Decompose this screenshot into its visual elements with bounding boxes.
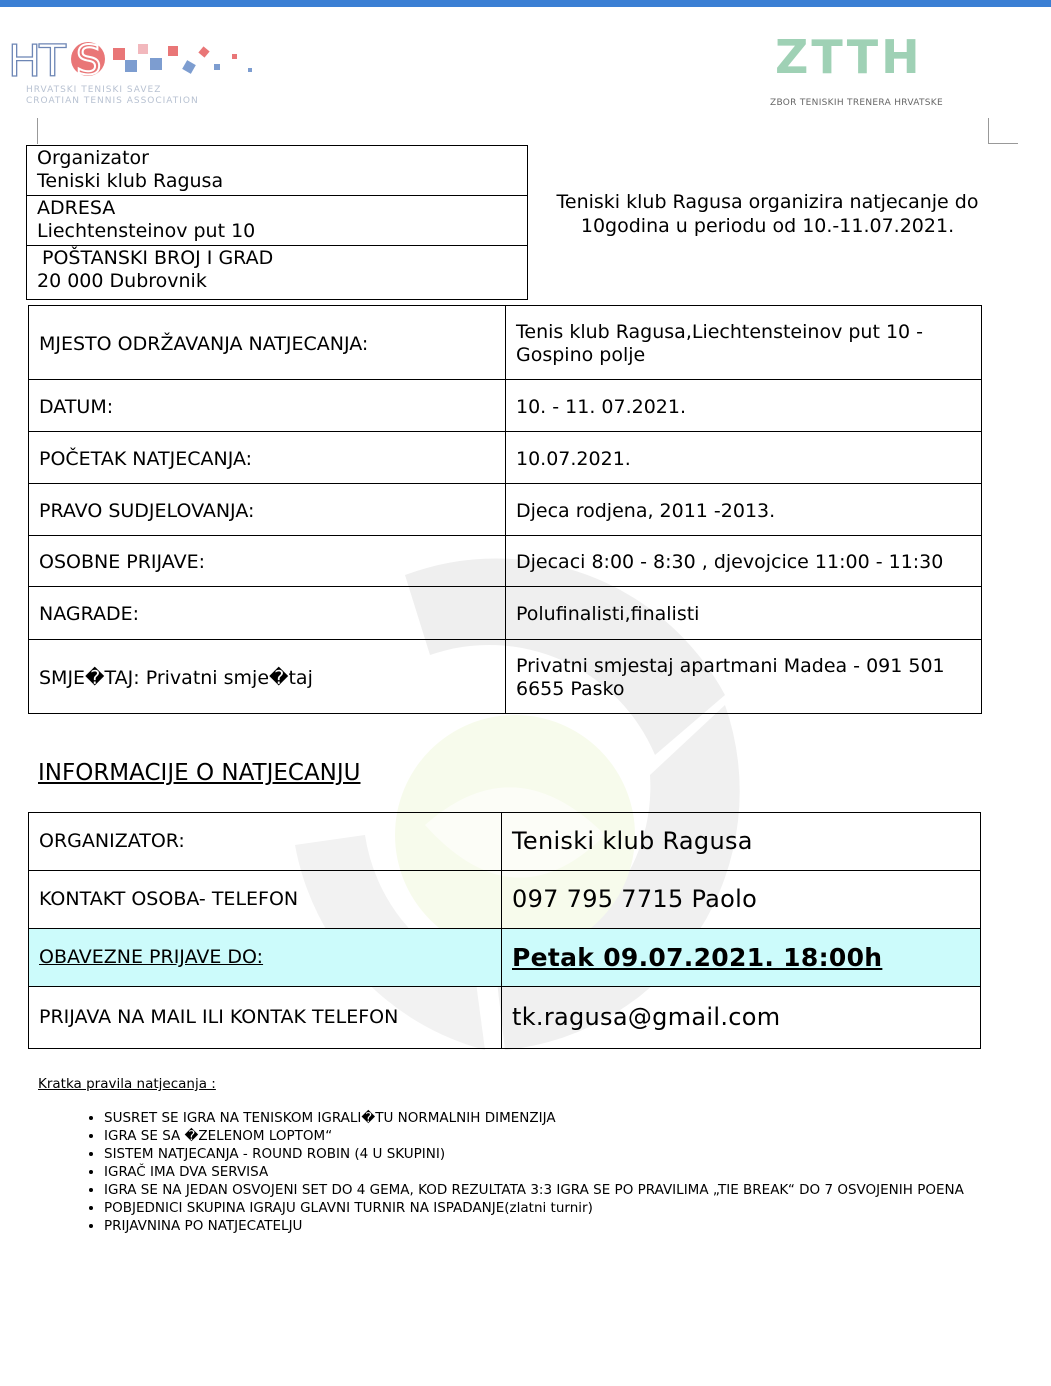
table-row [29,484,982,536]
svg-text:S: S [76,38,102,84]
crop-mark-right [988,118,989,144]
email-link[interactable]: tk.ragusa@gmail.com [502,987,981,1049]
details-value: Tenis klub Ragusa,Liechtensteinov put 10 - Gospino polje [506,306,982,380]
details-label: MJESTO ODRŽAVANJA NATJECANJA: [29,306,506,380]
table-row [29,987,981,1049]
competition-details-table [28,305,982,714]
table-row [29,432,982,484]
crop-mark-right-horizontal [988,143,1018,144]
hts-logo-line2: CROATIAN TENNIS ASSOCIATION [26,96,199,106]
table-row [29,871,981,929]
rules-list [60,1110,1004,1236]
info-label: ORGANIZATOR: [29,813,502,871]
info-label: PRIJAVA NA MAIL ILI KONTAK TELEFON [29,987,502,1049]
details-label: POČETAK NATJECANJA: [29,432,506,484]
details-label: DATUM: [29,380,506,432]
table-row [29,306,982,380]
list-item: • SUSRET SE IGRA NA TENISKOM IGRALI�TU NORMALNIH DIMENZIJA [104,1110,1004,1127]
hts-logo-line1: HRVATSKI TENISKI SAVEZ [26,85,162,95]
address-label: ADRESA [37,197,116,219]
table-row [29,587,982,640]
svg-text:HT: HT [8,38,64,84]
intro-text: Teniski klub Ragusa organizira natjecanje do 10godina u periodu od 10.-11.07.2021. [556,191,979,237]
crop-mark-left [37,118,38,144]
details-label: OSOBNE PRIJAVE: [29,536,506,587]
info-value: Petak 09.07.2021. 18:00h [502,929,981,987]
info-label: OBAVEZNE PRIJAVE DO: [29,929,502,987]
table-row-highlighted [29,929,981,987]
organizer-cell [27,146,527,196]
table-row [29,813,981,871]
rules-title: Kratka pravila natjecanja : [38,1076,216,1092]
details-label: PRAVO SUDJELOVANJA: [29,484,506,536]
list-item: • SISTEM NATJECANJA - ROUND ROBIN (4 U SKUPINI) [104,1146,1004,1163]
postal-cell [27,246,527,299]
list-item: • PRIJAVNINA PO NATJECATELJU [104,1218,1004,1235]
ztth-logo-word: ZTTH [775,30,923,84]
ztth-logo-subtitle: ZBOR TENISKIH TRENERA HRVATSKE [770,98,943,108]
organizer-box [26,145,528,300]
hts-logo [8,38,258,110]
details-value: 10.07.2021. [506,432,982,484]
ztth-logo [770,30,970,110]
info-label: KONTAKT OSOBA- TELEFON [29,871,502,929]
list-item: • POBJEDNICI SKUPINA IGRAJU GLAVNI TURNIR NA ISPADANJE(zlatni turnir) [104,1200,1004,1217]
details-value: Djeca rodjena, 2011 -2013. [506,484,982,536]
postal-value: 20 000 Dubrovnik [37,270,207,292]
postal-label: POŠTANSKI BROJ I GRAD [42,247,274,269]
list-item: • IGRA SE SA �ZELENOM LOPTOM“ [104,1128,1004,1145]
list-item: • IGRAČ IMA DVA SERVISA [104,1164,1004,1181]
info-value: 097 795 7715 Paolo [502,871,981,929]
organizer-value: Teniski klub Ragusa [37,170,224,192]
details-value: Privatni smjestaj apartmani Madea - 091 501 6655 Pasko [506,640,982,714]
details-value: Polufinalisti,finalisti [506,587,982,640]
details-value: Djecaci 8:00 - 8:30 , djevojcice 11:00 - 11:30 [506,536,982,587]
details-value: 10. - 11. 07.2021. [506,380,982,432]
address-value: Liechtensteinov put 10 [37,220,256,242]
address-cell [27,196,527,246]
info-section-heading: INFORMACIJE O NATJECANJU [38,760,361,786]
organizer-label: Organizator [37,147,149,169]
info-value: Teniski klub Ragusa [502,813,981,871]
table-row [29,536,982,587]
top-accent-bar [0,0,1051,7]
details-label: SMJE�TAJ: Privatni smje�taj [29,640,506,714]
list-item: • IGRA SE NA JEDAN OSVOJENI SET DO 4 GEMA, KOD REZULTATA 3:3 IGRA SE PO PRAVILIMA „TIE BREAK“ DO 7 OSVOJENIH POENA [104,1182,1004,1199]
details-label: NAGRADE: [29,587,506,640]
table-row [29,380,982,432]
table-row [29,640,982,714]
competition-info-table [28,812,981,1049]
